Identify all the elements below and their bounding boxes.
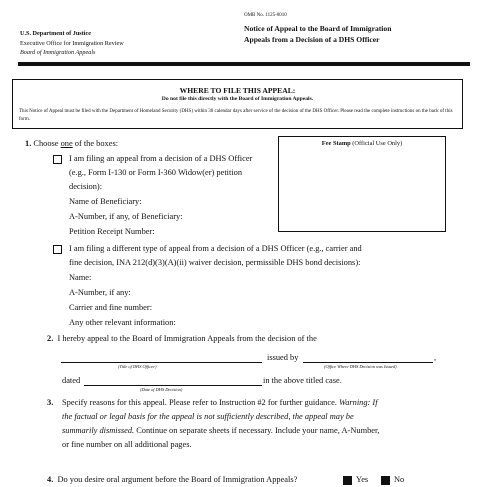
form-title-line2: Appeals from a Decision of a DHS Officer (244, 35, 380, 45)
petition-receipt-field[interactable]: Petition Receipt Number: (69, 227, 155, 236)
after-date-text: in the above titled case. (263, 376, 342, 385)
oral-argument-no-checkbox[interactable] (381, 476, 390, 485)
header-rule (18, 62, 470, 66)
item3-line1-pre: Specify reasons for this appeal. Please refer to Instruction #2 for further guidance. (62, 398, 337, 407)
where-heading: WHERE TO FILE THIS APPEAL: (179, 86, 296, 95)
option-a-text (69, 152, 252, 194)
beneficiary-name-field[interactable]: Name of Beneficiary: (69, 197, 142, 206)
issuing-office-line[interactable] (303, 362, 433, 363)
fee-stamp-rest: (Official Use Only) (350, 140, 403, 147)
where-to-file-box (12, 79, 463, 129)
item3-text (62, 396, 457, 452)
item4-text: Do you desire oral argument before the Board of Immigration Appeals? (57, 475, 298, 484)
option-b-line1: I am filing a different type of appeal from a decision of a DHS Officer (e.g., carrier and (69, 244, 362, 253)
name-field[interactable]: Name: (69, 273, 92, 282)
item3-num: 3. (47, 398, 54, 407)
option-a-line3: decision): (69, 182, 103, 191)
item2-body: I hereby appeal to the Board of Immigration Appeals from the decision of the (57, 334, 317, 343)
agency-block (20, 29, 124, 58)
where-body: This Notice of Appeal must be filed with the Department of Homeland Security (DHS) within 30 calendar days after service of the decision of the DHS Officer. Please read the complete instructions on the back of this form. (19, 109, 453, 122)
issued-comma: , (434, 353, 437, 362)
item1-text-post: of the boxes: (72, 139, 119, 148)
option-a-checkbox[interactable] (53, 155, 62, 164)
dated-label: dated (62, 376, 81, 385)
office-name: Executive Office for Immigration Review (20, 39, 124, 47)
item3-line1 (62, 396, 457, 410)
item3-line2: the factual or legal basis for the appeal is not sufficiently described, the appeal may be (62, 412, 354, 421)
option-a-fields (69, 194, 183, 239)
other-info-field[interactable]: Any other relevant information: (69, 318, 176, 327)
item2-text (47, 332, 317, 346)
officer-title-caption: (Title of DHS Officer) (118, 364, 157, 369)
item4-number: 4. (47, 475, 54, 484)
form-title (244, 23, 391, 46)
fee-stamp-bold: Fee Stamp (321, 140, 351, 147)
oral-argument-no-label: No (394, 475, 405, 484)
item1-text-underlined: one (60, 139, 73, 148)
oral-argument-yes-checkbox[interactable] (343, 476, 352, 485)
item2-number: 2. (47, 334, 54, 343)
item1-number: 1. (25, 139, 32, 148)
a-number-field[interactable]: A-Number, if any: (69, 288, 131, 297)
option-b-fields (69, 270, 176, 330)
item3-line3-rest: Continue on separate sheets if necessary. Include your name, A-Number, (134, 426, 380, 435)
decision-date-line[interactable] (84, 385, 262, 386)
item3-number (47, 396, 53, 410)
where-subheading: Do not file this directly with the Board of Immigration Appeals. (161, 96, 314, 102)
fee-stamp-box (278, 136, 446, 232)
form-title-line1: Notice of Appeal to the Board of Immigration (244, 24, 392, 33)
item3-line4: or fine number on all additional pages. (62, 440, 192, 449)
officer-title-line[interactable] (61, 362, 262, 363)
fee-stamp-label (279, 140, 445, 147)
omb-number: OMB No. 1125-0010 (244, 13, 287, 18)
item3-warning: Warning: If (336, 398, 378, 407)
option-a-line1: I am filing an appeal from a decision of a DHS Officer (69, 154, 253, 163)
issuing-office-caption: (Office Where DHS Decision was Issued) (324, 364, 397, 369)
carrier-fine-number-field[interactable]: Carrier and fine number: (69, 303, 153, 312)
decision-date-caption: (Date of DHS Decision) (140, 387, 183, 392)
option-b-text (69, 242, 362, 270)
item1-header (25, 137, 118, 151)
item3-line3-ital: summarily dismissed. (62, 426, 135, 435)
issued-by-label: issued by (267, 353, 299, 362)
option-b-checkbox[interactable] (53, 245, 62, 254)
option-b-line2: fine decision, INA 212(d)(3)(A)(ii) waiver decision, permissible DHS bond decisions): (69, 258, 361, 267)
item4-row (47, 473, 297, 487)
agency-name: U.S. Department of Justice (20, 30, 91, 37)
item1-text-pre: Choose (33, 139, 61, 148)
board-name: Board of Immigration Appeals (20, 49, 96, 57)
beneficiary-a-number-field[interactable]: A-Number, if any, of Beneficiary: (69, 212, 183, 221)
item3-line3 (62, 424, 457, 438)
option-a-line2: (e.g., Form I-130 or Form I-360 Widow(er) petition (69, 168, 243, 177)
oral-argument-yes-label: Yes (356, 475, 369, 484)
